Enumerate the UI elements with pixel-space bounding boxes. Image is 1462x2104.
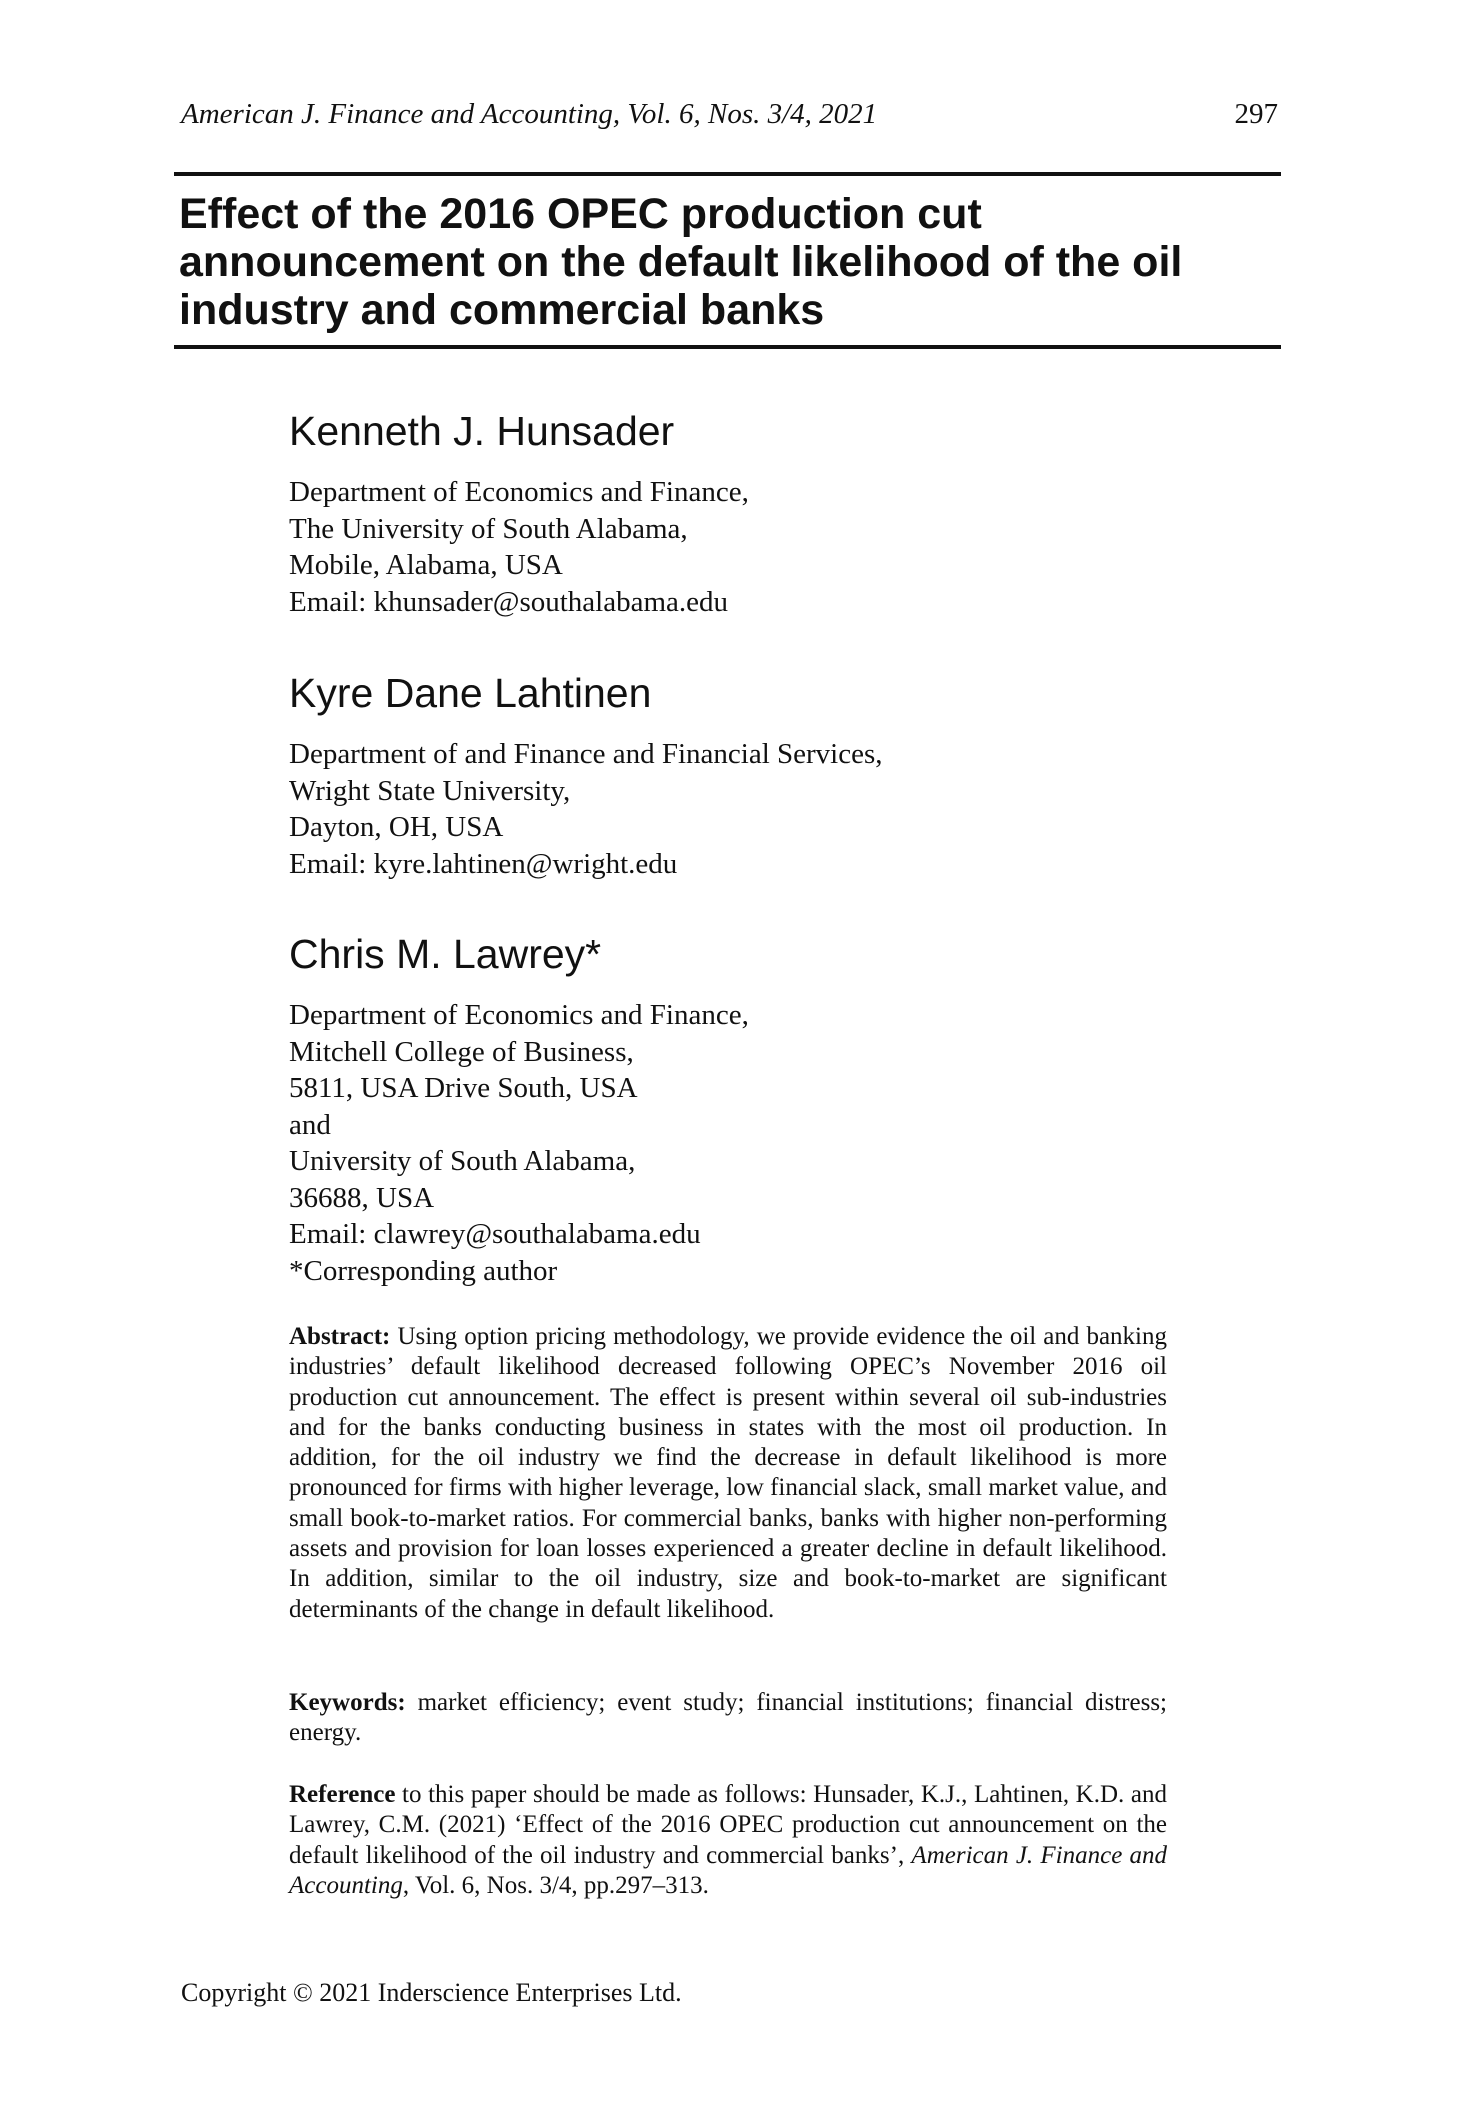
affiliation-line: The University of South Alabama, xyxy=(289,512,688,545)
abstract xyxy=(289,1322,1167,1625)
affiliation-line: and xyxy=(289,1108,331,1141)
affiliation-line: Dayton, OH, USA xyxy=(289,811,504,843)
title-line: industry and commercial banks xyxy=(179,286,825,334)
keywords xyxy=(289,1688,1167,1749)
author-affiliation xyxy=(289,474,749,620)
affiliation-line: Mitchell College of Business, xyxy=(289,1035,634,1068)
author-email: Email: clawrey@southalabama.edu xyxy=(289,1218,701,1250)
title-line: Effect of the 2016 OPEC production cut xyxy=(179,190,982,238)
affiliation-line: University of South Alabama, xyxy=(289,1145,636,1177)
copyright-notice: Copyright © 2021 Inderscience Enterprises Ltd. xyxy=(181,1978,682,2007)
affiliation-line: Department of Economics and Finance, xyxy=(289,476,749,508)
page-number: 297 xyxy=(1234,98,1278,130)
author-email: Email: kyre.lahtinen@wright.edu xyxy=(289,847,678,880)
reference-journal: American J. Finance and Accounting xyxy=(289,1841,1168,1899)
author-affiliation xyxy=(289,736,883,882)
affiliation-line: Wright State University, xyxy=(289,774,571,807)
reference-label: Reference xyxy=(289,1781,396,1808)
author-name: Chris M. Lawrey* xyxy=(289,931,602,977)
author-name: Kenneth J. Hunsader xyxy=(289,408,675,454)
reference-text: to this paper should be made as follows: Hunsader, K.J., Lahtinen, K.D. and Lawrey, C.M. (2021) ‘Effect of the 2016 OPEC production cut announcement on the default likelihood of the oil industry and commercial banks’, xyxy=(289,1781,1167,1869)
abstract-text: Using option pricing methodology, we provide evidence the oil and banking industries’ default likelihood decreased following OPEC’s November 2016 oil production cut announcement. The effect is present within several oil sub-industries and for the banks conducting business in states with the most oil production. In addition, for the oil industry we find the decrease in default likelihood is more pronounced for firms with higher leverage, low financial slack, small market value, and small book-to-market ratios. For commercial banks, banks with higher non-performing assets and provision for loan losses experienced a greater decline in default likelihood. In addition, similar to the oil industry, size and book-to-market are significant determinants of the change in default likelihood. xyxy=(289,1323,1168,1623)
affiliation-line: Department of and Finance and Financial Services, xyxy=(289,738,883,770)
title-top-rule xyxy=(174,172,1281,176)
title-bottom-rule xyxy=(174,345,1281,349)
keywords-text: market efficiency; event study; financial institutions; financial distress; energy. xyxy=(289,1689,1168,1747)
reference xyxy=(289,1780,1167,1901)
abstract-label: Abstract: xyxy=(289,1323,391,1350)
author-affiliation xyxy=(289,997,749,1289)
keywords-label: Keywords: xyxy=(289,1689,406,1716)
paper-title xyxy=(179,190,1279,334)
affiliation-line: 36688, USA xyxy=(289,1181,435,1214)
author-email: Email: khunsader@southalabama.edu xyxy=(289,585,729,618)
affiliation-line: Mobile, Alabama, USA xyxy=(289,549,563,581)
author-name: Kyre Dane Lahtinen xyxy=(289,670,652,716)
reference-volume: , Vol. 6, Nos. 3/4, pp.297–313. xyxy=(402,1871,709,1899)
affiliation-line: 5811, USA Drive South, USA xyxy=(289,1072,638,1104)
journal-header: American J. Finance and Accounting, Vol. 6, Nos. 3/4, 2021 xyxy=(181,98,878,130)
title-line: announcement on the default likelihood of the oil xyxy=(179,238,1183,286)
corresponding-author-note: *Corresponding author xyxy=(289,1254,558,1287)
affiliation-line: Department of Economics and Finance, xyxy=(289,999,749,1031)
